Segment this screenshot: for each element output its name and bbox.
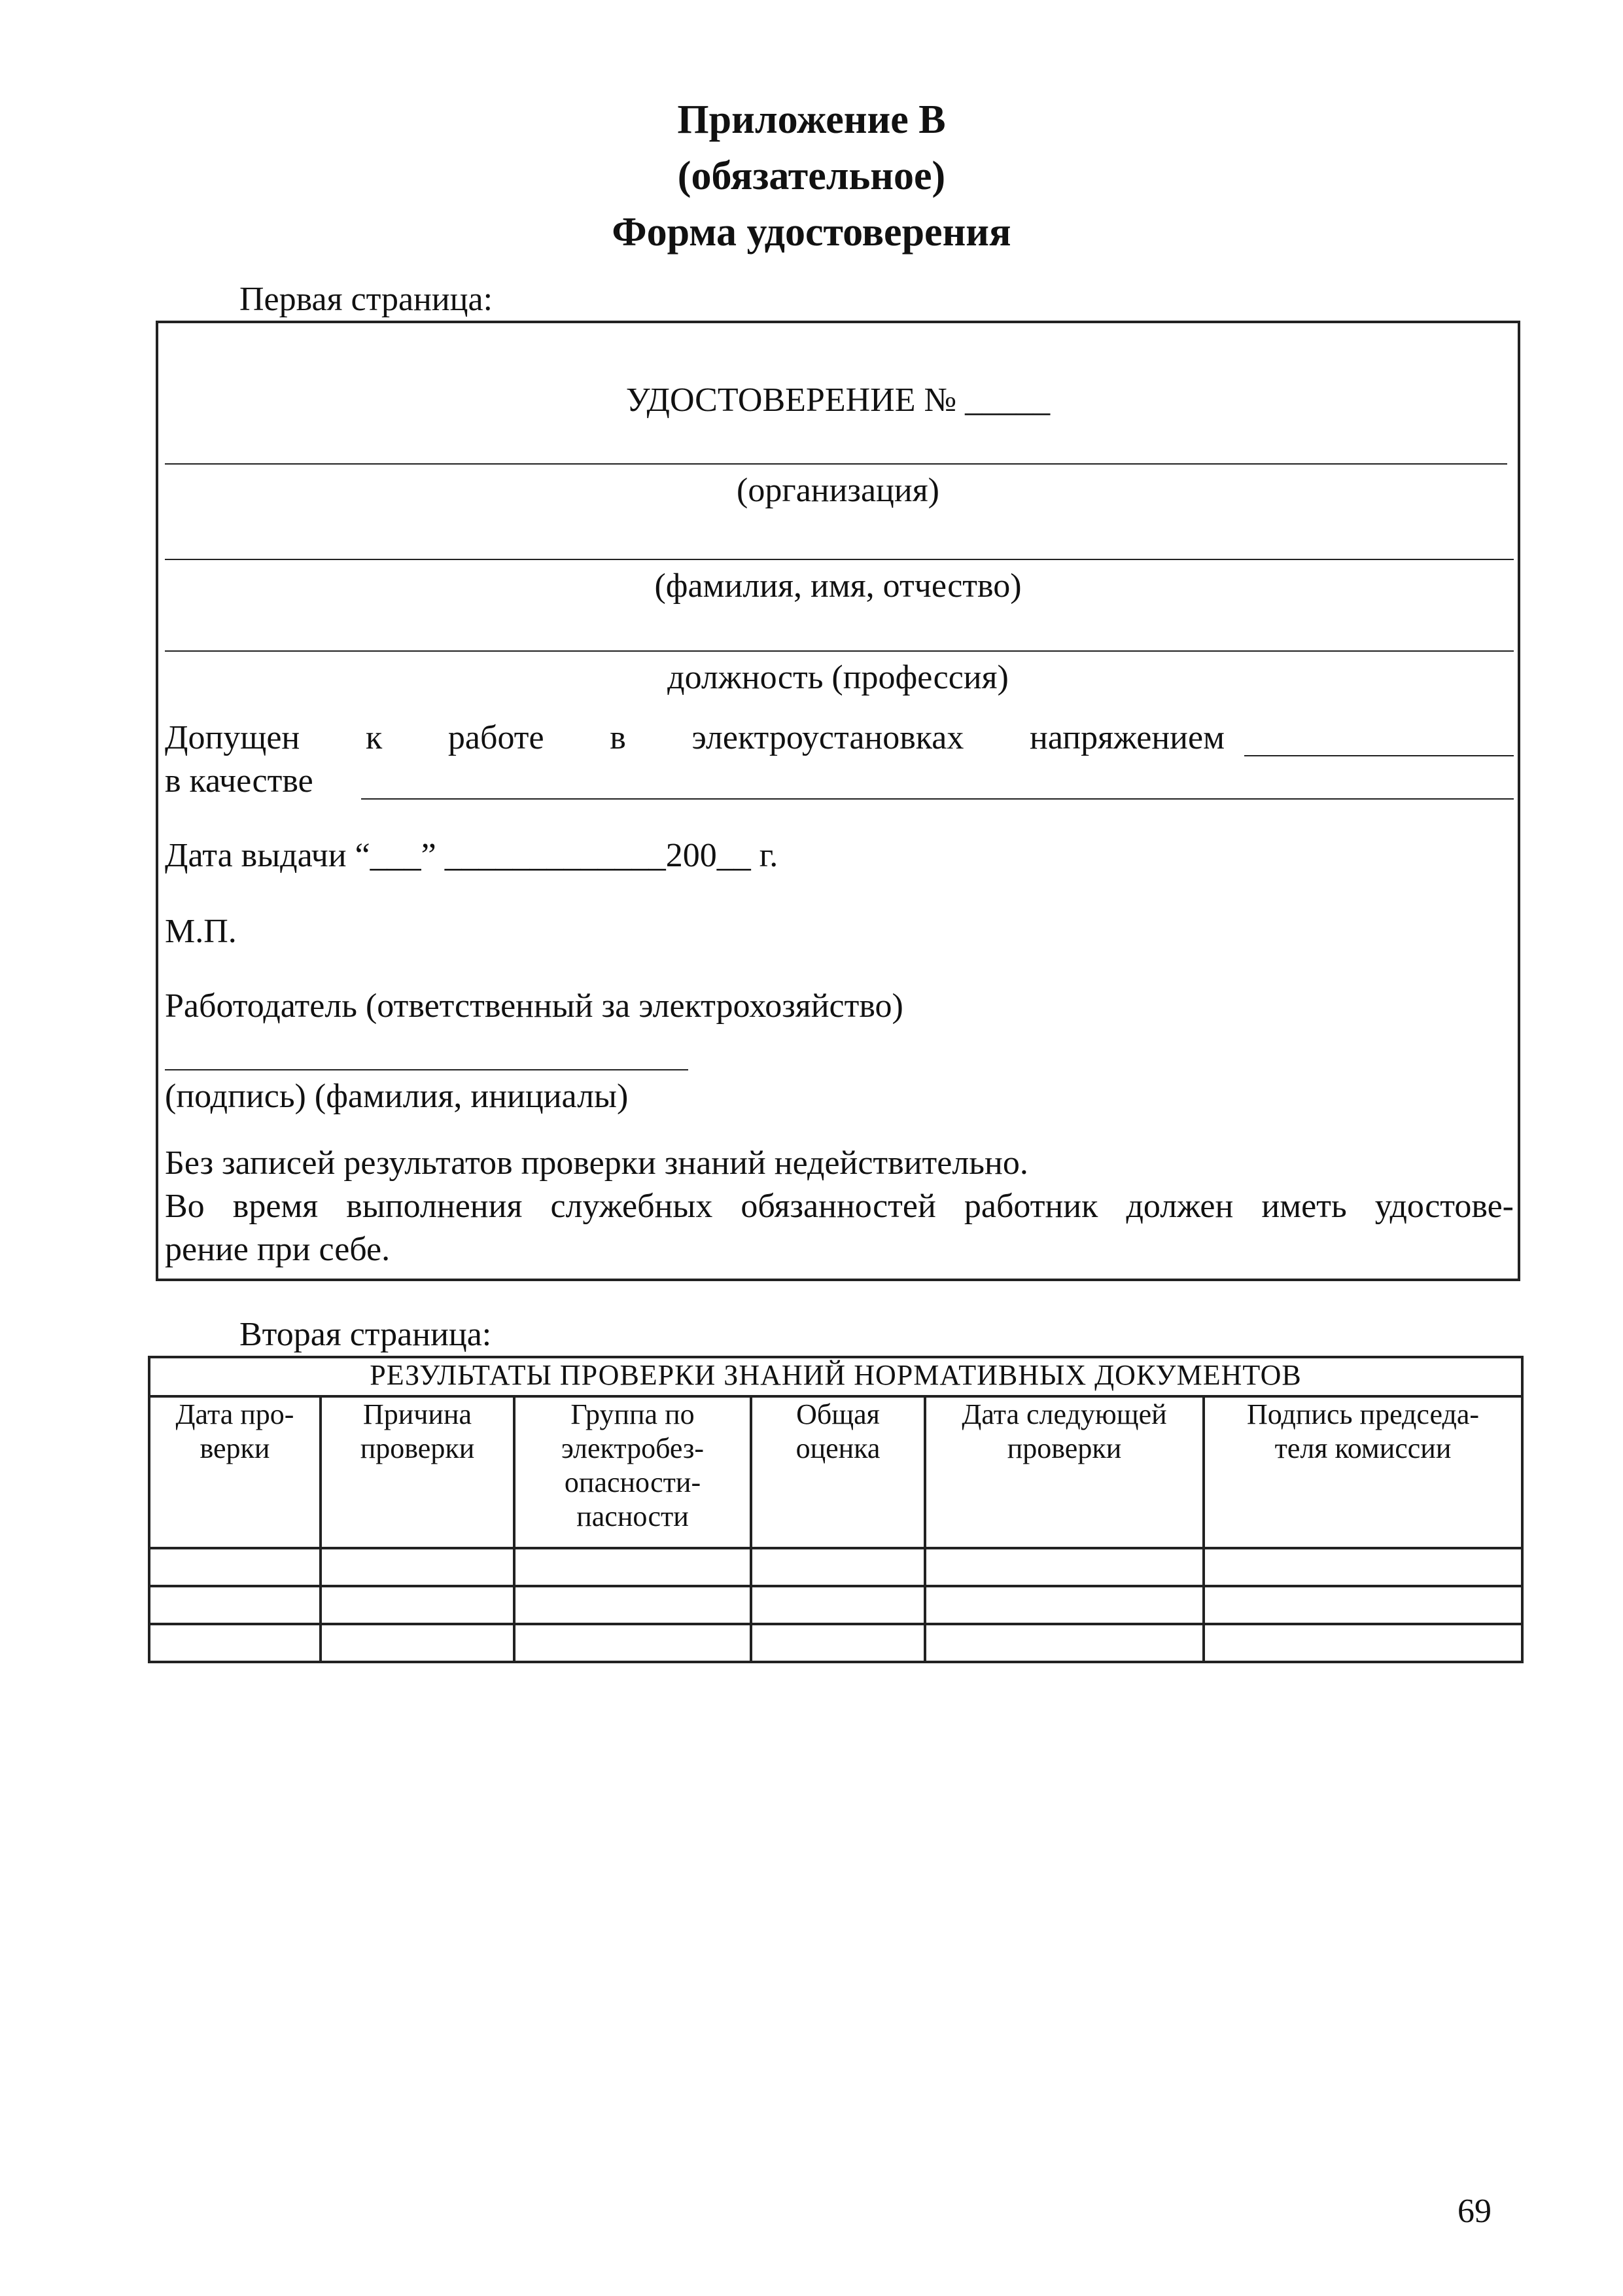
results-table-title: РЕЗУЛЬТАТЫ ПРОВЕРКИ ЗНАНИЙ НОРМАТИВНЫХ ДОКУМЕНТОВ	[149, 1357, 1522, 1396]
table-cell	[925, 1548, 1204, 1586]
signature-caption: (подпись) (фамилия, инициалы)	[165, 1078, 629, 1115]
table-cell	[321, 1586, 514, 1624]
column-header: Дата следующей проверки	[925, 1396, 1204, 1548]
organization-caption: (организация)	[737, 472, 939, 509]
column-header: Причина проверки	[321, 1396, 514, 1548]
issue-date-month: _____________	[444, 837, 666, 874]
table-cell	[321, 1548, 514, 1586]
position-caption: должность (профессия)	[667, 659, 1009, 696]
table-row	[149, 1624, 1522, 1662]
table-cell	[149, 1624, 321, 1662]
table-cell	[321, 1624, 514, 1662]
issue-date-year: 200__ г.	[665, 837, 778, 874]
table-cell	[751, 1548, 925, 1586]
appendix-title: Приложение В	[677, 97, 946, 142]
issue-date-day: ___	[370, 837, 421, 874]
page-number: 69	[1457, 2193, 1492, 2230]
name-line	[165, 559, 1514, 560]
issue-date	[165, 836, 778, 875]
table-cell	[1204, 1624, 1522, 1662]
certificate-box	[156, 321, 1520, 1281]
issue-date-label: Дата выдачи	[165, 837, 347, 874]
table-cell	[149, 1548, 321, 1586]
note-line-1: Без записей результатов проверки знаний недействительно.	[165, 1144, 1028, 1182]
name-caption: (фамилия, имя, отчество)	[654, 567, 1022, 605]
admitted-text: Допущен к работе в электроустановках напряжением	[165, 719, 1225, 756]
capacity-line	[361, 798, 1514, 800]
table-row	[149, 1586, 1522, 1624]
table-cell	[514, 1624, 751, 1662]
table-cell	[149, 1586, 321, 1624]
column-header: Группа по электробез- опасности- пасности	[514, 1396, 751, 1548]
note-line-2b: рение при себе.	[165, 1231, 391, 1268]
first-page-label: Первая страница:	[239, 281, 493, 318]
column-header: Общая оценка	[751, 1396, 925, 1548]
results-table	[148, 1356, 1524, 1663]
appendix-subtitle: Форма удостоверения	[612, 210, 1011, 255]
voltage-line	[1244, 755, 1514, 756]
certificate-title: УДОСТОВЕРЕНИЕ № _____	[625, 381, 1051, 419]
table-cell	[1204, 1586, 1522, 1624]
stamp-place: М.П.	[165, 913, 237, 950]
position-line	[165, 650, 1514, 652]
organization-line	[165, 463, 1507, 465]
column-header: Подпись председа- теля комиссии	[1204, 1396, 1522, 1548]
table-cell	[1204, 1548, 1522, 1586]
issue-date-close-quote: ”	[421, 837, 436, 874]
appendix-status: (обязательное)	[677, 154, 946, 198]
table-cell	[514, 1586, 751, 1624]
results-header-row	[149, 1396, 1522, 1548]
table-cell	[751, 1624, 925, 1662]
table-cell	[751, 1586, 925, 1624]
note-line-2a: Во время выполнения служебных обязанностей работник должен иметь удостове-	[165, 1188, 1514, 1225]
employer-label: Работодатель (ответственный за электрохозяйство)	[165, 987, 903, 1025]
second-page-label: Вторая страница:	[239, 1316, 492, 1353]
column-header: Дата про- верки	[149, 1396, 321, 1548]
table-cell	[925, 1624, 1204, 1662]
table-cell	[514, 1548, 751, 1586]
table-cell	[925, 1586, 1204, 1624]
signature-line	[165, 1069, 688, 1070]
table-row	[149, 1548, 1522, 1586]
capacity-text: в качестве	[165, 762, 313, 800]
issue-date-open-quote: “	[355, 837, 370, 874]
